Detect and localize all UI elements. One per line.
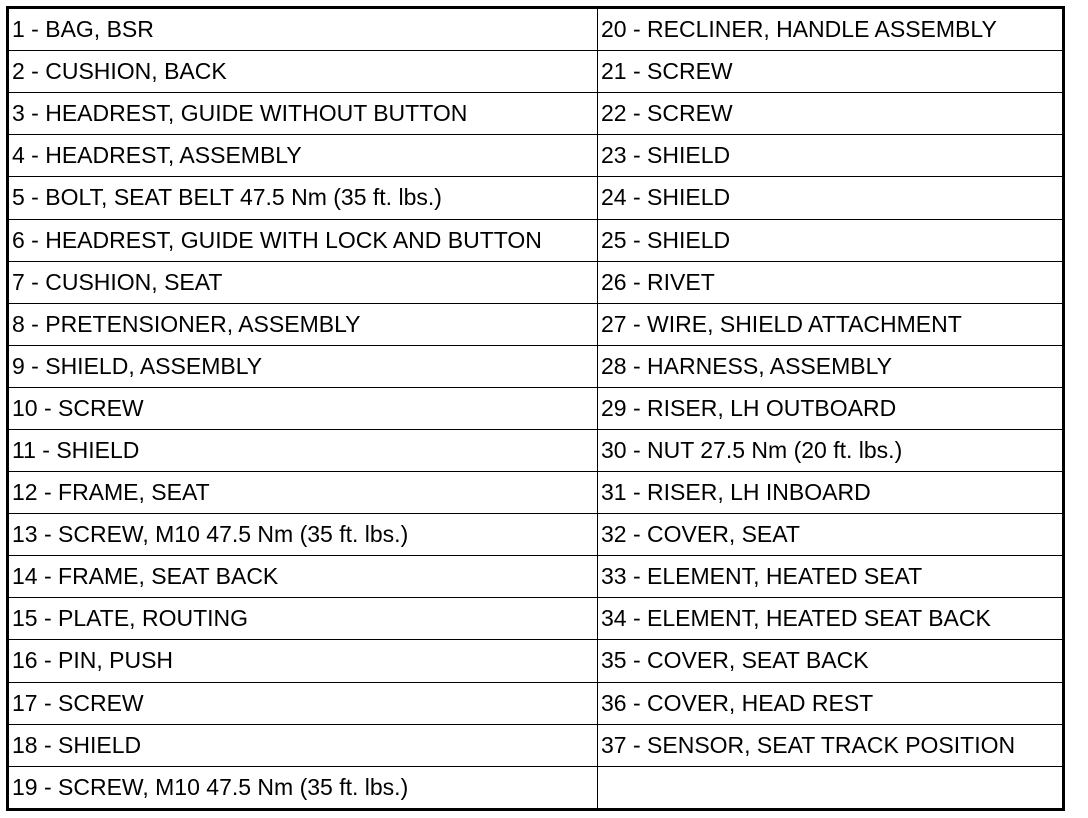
table-row — [8, 303, 1064, 345]
legend-item: 21 - SCREW — [598, 51, 1064, 93]
table-row — [8, 345, 1064, 387]
table-row — [8, 8, 1064, 51]
table-row — [8, 766, 1064, 809]
table-row — [8, 93, 1064, 135]
table-row — [8, 472, 1064, 514]
table-row — [8, 429, 1064, 471]
table-row — [8, 556, 1064, 598]
legend-item: 6 - HEADREST, GUIDE WITH LOCK AND BUTTON — [8, 219, 598, 261]
legend-item: 8 - PRETENSIONER, ASSEMBLY — [8, 303, 598, 345]
legend-item: 2 - CUSHION, BACK — [8, 51, 598, 93]
legend-item: 11 - SHIELD — [8, 429, 598, 471]
table-row — [8, 177, 1064, 219]
legend-item-empty — [598, 766, 1064, 809]
table-row — [8, 514, 1064, 556]
legend-item: 14 - FRAME, SEAT BACK — [8, 556, 598, 598]
table-row — [8, 51, 1064, 93]
legend-item: 30 - NUT 27.5 Nm (20 ft. lbs.) — [598, 429, 1064, 471]
legend-item: 26 - RIVET — [598, 261, 1064, 303]
legend-item: 36 - COVER, HEAD REST — [598, 682, 1064, 724]
table-row — [8, 261, 1064, 303]
legend-item: 22 - SCREW — [598, 93, 1064, 135]
legend-item: 15 - PLATE, ROUTING — [8, 598, 598, 640]
legend-item: 18 - SHIELD — [8, 724, 598, 766]
legend-item: 7 - CUSHION, SEAT — [8, 261, 598, 303]
legend-item: 20 - RECLINER, HANDLE ASSEMBLY — [598, 8, 1064, 51]
legend-item: 12 - FRAME, SEAT — [8, 472, 598, 514]
legend-item: 34 - ELEMENT, HEATED SEAT BACK — [598, 598, 1064, 640]
legend-item: 4 - HEADREST, ASSEMBLY — [8, 135, 598, 177]
legend-item: 37 - SENSOR, SEAT TRACK POSITION — [598, 724, 1064, 766]
table-row — [8, 598, 1064, 640]
legend-item: 17 - SCREW — [8, 682, 598, 724]
table-row — [8, 682, 1064, 724]
legend-item: 24 - SHIELD — [598, 177, 1064, 219]
legend-item: 10 - SCREW — [8, 387, 598, 429]
legend-item: 13 - SCREW, M10 47.5 Nm (35 ft. lbs.) — [8, 514, 598, 556]
table-row — [8, 135, 1064, 177]
legend-item: 35 - COVER, SEAT BACK — [598, 640, 1064, 682]
legend-item: 27 - WIRE, SHIELD ATTACHMENT — [598, 303, 1064, 345]
legend-item: 19 - SCREW, M10 47.5 Nm (35 ft. lbs.) — [8, 766, 598, 809]
parts-legend-body — [8, 8, 1064, 810]
legend-item: 16 - PIN, PUSH — [8, 640, 598, 682]
table-row — [8, 387, 1064, 429]
legend-item: 28 - HARNESS, ASSEMBLY — [598, 345, 1064, 387]
parts-legend-table — [6, 6, 1065, 811]
legend-item: 3 - HEADREST, GUIDE WITHOUT BUTTON — [8, 93, 598, 135]
legend-item: 33 - ELEMENT, HEATED SEAT — [598, 556, 1064, 598]
legend-item: 23 - SHIELD — [598, 135, 1064, 177]
legend-item: 1 - BAG, BSR — [8, 8, 598, 51]
legend-item: 31 - RISER, LH INBOARD — [598, 472, 1064, 514]
legend-item: 9 - SHIELD, ASSEMBLY — [8, 345, 598, 387]
legend-item: 5 - BOLT, SEAT BELT 47.5 Nm (35 ft. lbs.) — [8, 177, 598, 219]
table-row — [8, 640, 1064, 682]
table-row — [8, 219, 1064, 261]
table-row — [8, 724, 1064, 766]
legend-item: 32 - COVER, SEAT — [598, 514, 1064, 556]
legend-item: 29 - RISER, LH OUTBOARD — [598, 387, 1064, 429]
legend-item: 25 - SHIELD — [598, 219, 1064, 261]
